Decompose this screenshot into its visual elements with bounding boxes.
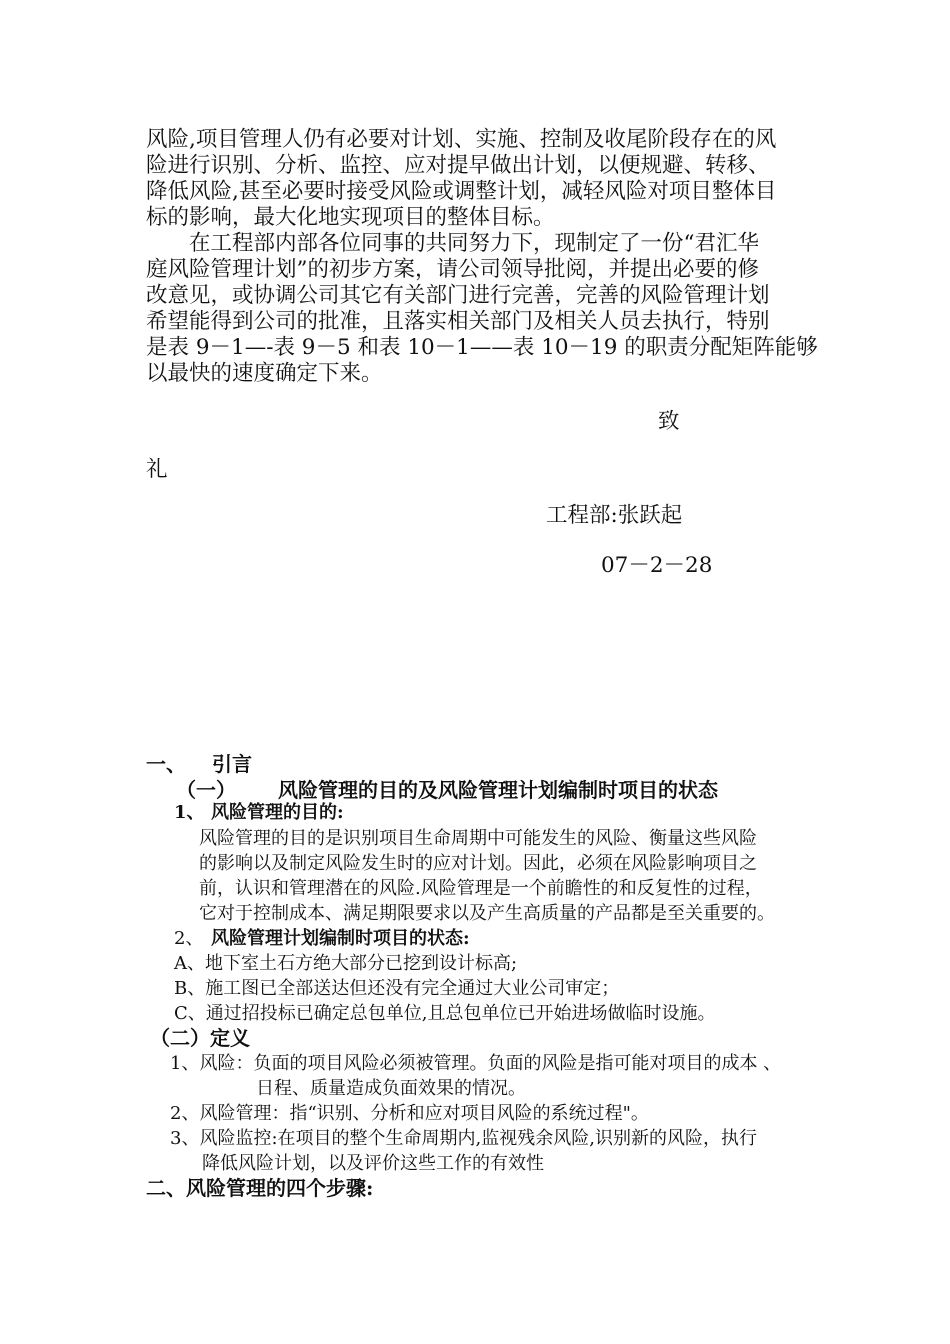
definition-line: 1、风险：负面的项目风险必须被管理。负面的风险是指可能对项目的成本 、 xyxy=(170,1053,782,1074)
letter-para2-line: 是表 9－1—-表 9－5 和表 10－1——表 10－19 的职责分配矩阵能够 xyxy=(146,335,818,360)
subsection1-title: 风险管理的目的及风险管理计划编制时项目的状态 xyxy=(278,778,718,802)
closing-zhi: 致 xyxy=(658,409,680,434)
subsection2-title: （二）定义 xyxy=(150,1026,250,1050)
section1-number: 一、 xyxy=(146,752,186,776)
item1-text-line: 它对于控制成本、满足期限要求以及产生高质量的产品都是至关重要的。 xyxy=(199,903,775,924)
letter-para1-line: 标的影响，最大化地实现项目的整体目标。 xyxy=(146,205,555,230)
item2-list-item: C、通过招投标已确定总包单位,且总包单位已开始进场做临时设施。 xyxy=(174,1003,716,1024)
letter-para2-line: 以最快的速度确定下来。 xyxy=(146,361,383,386)
signature: 工程部:张跃起 xyxy=(546,503,683,528)
item1-text-line: 的影响以及制定风险发生时的应对计划。因此，必须在风险影响项目之 xyxy=(199,853,757,874)
definition-line: 2、风险管理：指“识别、分析和应对项目风险的系统过程"。 xyxy=(170,1103,649,1124)
definition-line: 降低风险计划，以及评价这些工作的有效性 xyxy=(202,1153,544,1174)
item1-text-line: 前，认识和管理潜在的风险.风险管理是一个前瞻性的和反复性的过程， xyxy=(199,878,763,899)
letter-para2-line: 希望能得到公司的批准，且落实相关部门及相关人员去执行，特别 xyxy=(146,309,770,334)
item2-title: 风险管理计划编制时项目的状态: xyxy=(211,928,470,949)
closing-li: 礼 xyxy=(146,457,168,482)
definition-line: 日程、质量造成负面效果的情况。 xyxy=(256,1078,526,1099)
section1-title: 引言 xyxy=(212,752,252,776)
letter-para2-line: 庭风险管理计划”的初步方案，请公司领导批阅，并提出必要的修 xyxy=(146,257,759,282)
item2-list-item: B、施工图已全部送达但还没有完全通过大业公司审定； xyxy=(174,978,620,999)
letter-para2-line: 在工程部内部各位同事的共同努力下，现制定了一份“君汇华 xyxy=(189,231,759,256)
item1-text-line: 风险管理的目的是识别项目生命周期中可能发生的风险、衡量这些风险 xyxy=(199,828,757,849)
letter-para1-line: 风险,项目管理人仍有必要对计划、实施、控制及收尾阶段存在的风 xyxy=(146,127,777,152)
item1-number: 1、 xyxy=(174,802,205,823)
definition-line: 3、风险监控:在项目的整个生命周期内,监视残余风险,识别新的风险，执行 xyxy=(170,1128,757,1149)
section2-title: 二、风险管理的四个步骤: xyxy=(146,1176,374,1200)
letter-date: 07－2－28 xyxy=(601,553,713,578)
letter-para1-line: 险进行识别、分析、监控、应对提早做出计划，以便规避、转移、 xyxy=(146,153,770,178)
letter-para2-line: 改意见，或协调公司其它有关部门进行完善，完善的风险管理计划 xyxy=(146,283,770,308)
subsection1-number: （一） xyxy=(176,778,236,802)
letter-para1-line: 降低风险,甚至必要时接受风险或调整计划，减轻风险对项目整体目 xyxy=(146,179,777,204)
item2-number: 2、 xyxy=(174,928,204,949)
item1-title: 风险管理的目的: xyxy=(211,802,344,823)
item2-list-item: A、地下室土石方绝大部分已挖到设计标高; xyxy=(174,953,518,974)
